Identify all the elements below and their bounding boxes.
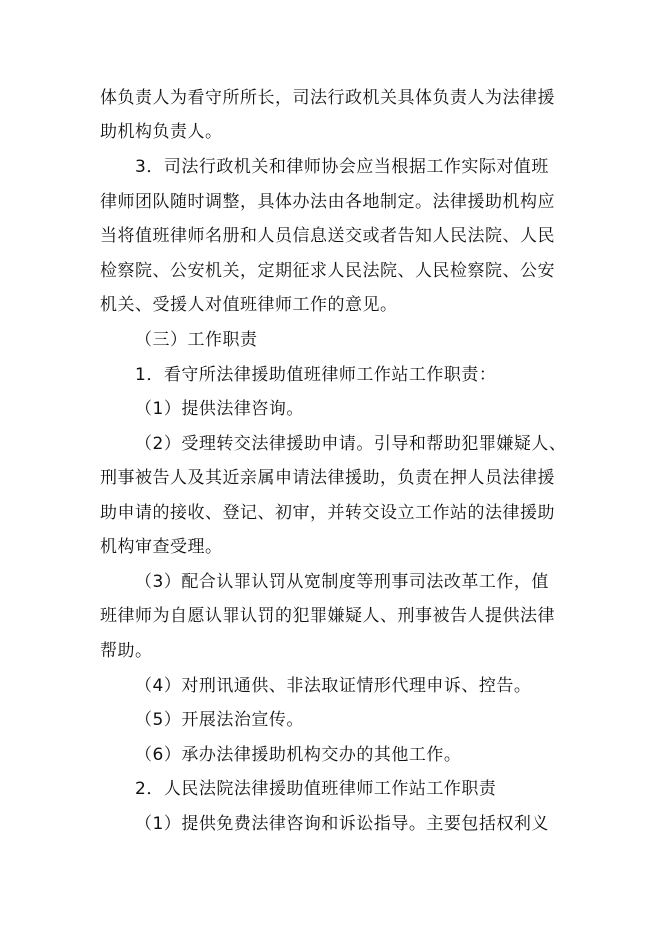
list-item: （1）提供免费法律咨询和诉讼指导。主要包括权利义	[135, 814, 549, 834]
paragraph-line: 2．人民法院法律援助值班律师工作站工作职责	[135, 779, 497, 799]
paragraph-line: 机关、受援人对值班律师工作的意见。	[100, 295, 398, 315]
paragraph-line: 助申请的接收、登记、初审，并转交设立工作站的法律援助	[100, 503, 555, 523]
list-item: （2）受理转交法律援助申请。引导和帮助犯罪嫌疑人、	[135, 434, 567, 454]
paragraph-line: 机构审查受理。	[100, 537, 223, 557]
paragraph-line: 律师团队随时调整，具体办法由各地制定。法律援助机构应	[100, 192, 555, 212]
section-heading: （三）工作职责	[135, 330, 258, 350]
list-item: （4）对刑讯通供、非法取证情形代理申诉、控告。	[135, 676, 532, 696]
paragraph-line: 1．看守所法律援助值班律师工作站工作职责：	[135, 365, 497, 385]
paragraph-line: 助机构负责人。	[100, 122, 223, 142]
list-item: （5）开展法治宣传。	[135, 710, 304, 730]
paragraph-line: 刑事被告人及其近亲属申请法律援助，负责在押人员法律援	[100, 468, 555, 488]
paragraph-line: 当将值班律师名册和人员信息送交或者告知人民法院、人民	[100, 226, 555, 246]
list-item: （1）提供法律咨询。	[135, 399, 304, 419]
list-item: （6）承办法律援助机构交办的其他工作。	[135, 745, 462, 765]
paragraph-line: 3．司法行政机关和律师协会应当根据工作实际对值班	[135, 157, 549, 177]
paragraph-line: 体负责人为看守所所长，司法行政机关具体负责人为法律援	[100, 88, 555, 108]
paragraph-line: 班律师为自愿认罪认罚的犯罪嫌疑人、刑事被告人提供法律	[100, 606, 555, 626]
paragraph-line: 帮助。	[100, 641, 153, 661]
paragraph-line: 检察院、公安机关，定期征求人民法院、人民检察院、公安	[100, 261, 555, 281]
list-item: （3）配合认罪认罚从宽制度等刑事司法改革工作，值	[135, 572, 549, 592]
